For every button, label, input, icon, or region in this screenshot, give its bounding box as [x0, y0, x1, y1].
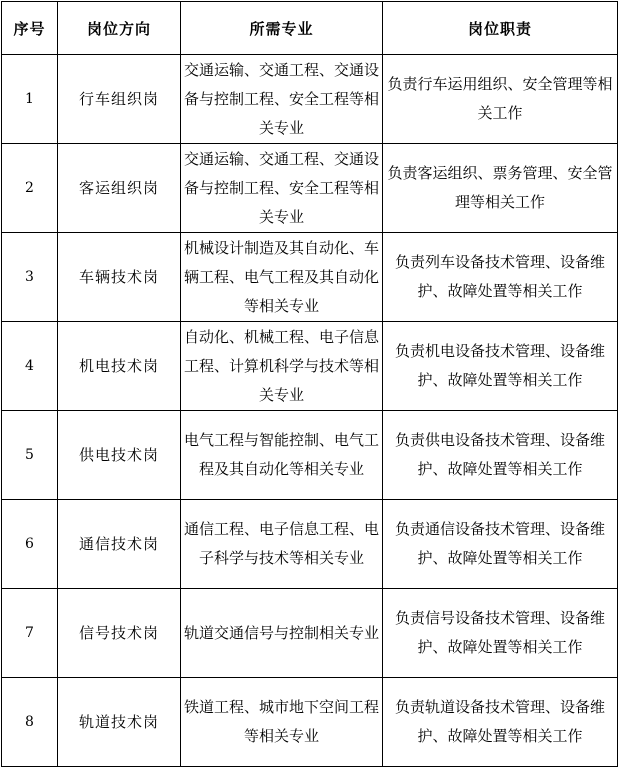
row-major: 交通运输、交通工程、交通设备与控制工程、安全工程等相关专业: [181, 144, 383, 233]
row-no: 3: [2, 233, 58, 322]
header-duty: 岗位职责: [383, 2, 618, 55]
row-no: 4: [2, 322, 58, 411]
row-duty: 负责通信设备技术管理、设备维护、故障处置等相关工作: [383, 500, 618, 589]
table-row: [2, 55, 618, 144]
row-no: 6: [2, 500, 58, 589]
row-duty: 负责供电设备技术管理、设备维护、故障处置等相关工作: [383, 411, 618, 500]
row-no: 8: [2, 678, 58, 767]
row-major: 交通运输、交通工程、交通设备与控制工程、安全工程等相关专业: [181, 55, 383, 144]
row-major: 轨道交通信号与控制相关专业: [181, 589, 383, 678]
table-row: [2, 144, 618, 233]
row-duty: 负责机电设备技术管理、设备维护、故障处置等相关工作: [383, 322, 618, 411]
row-major: 机械设计制造及其自动化、车辆工程、电气工程及其自动化等相关专业: [181, 233, 383, 322]
table-row: [2, 233, 618, 322]
row-position: 供电技术岗: [58, 411, 181, 500]
row-position: 车辆技术岗: [58, 233, 181, 322]
row-position: 信号技术岗: [58, 589, 181, 678]
row-duty: 负责列车设备技术管理、设备维护、故障处置等相关工作: [383, 233, 618, 322]
table-row: [2, 678, 618, 767]
header-no: 序号: [2, 2, 58, 55]
header-position: 岗位方向: [58, 2, 181, 55]
table-row: [2, 322, 618, 411]
row-duty: 负责信号设备技术管理、设备维护、故障处置等相关工作: [383, 589, 618, 678]
row-position: 客运组织岗: [58, 144, 181, 233]
row-position: 机电技术岗: [58, 322, 181, 411]
row-duty: 负责轨道设备技术管理、设备维护、故障处置等相关工作: [383, 678, 618, 767]
row-no: 7: [2, 589, 58, 678]
table-row: [2, 500, 618, 589]
header-major: 所需专业: [181, 2, 383, 55]
row-major: 通信工程、电子信息工程、电子科学与技术等相关专业: [181, 500, 383, 589]
row-position: 轨道技术岗: [58, 678, 181, 767]
job-positions-table: [1, 1, 618, 767]
row-position: 通信技术岗: [58, 500, 181, 589]
row-duty: 负责行车运用组织、安全管理等相关工作: [383, 55, 618, 144]
header-row: [2, 2, 618, 55]
row-position: 行车组织岗: [58, 55, 181, 144]
table-row: [2, 411, 618, 500]
row-major: 电气工程与智能控制、电气工程及其自动化等相关专业: [181, 411, 383, 500]
row-duty: 负责客运组织、票务管理、安全管理等相关工作: [383, 144, 618, 233]
row-major: 自动化、机械工程、电子信息工程、计算机科学与技术等相关专业: [181, 322, 383, 411]
row-no: 1: [2, 55, 58, 144]
row-major: 铁道工程、城市地下空间工程等相关专业: [181, 678, 383, 767]
row-no: 2: [2, 144, 58, 233]
row-no: 5: [2, 411, 58, 500]
table-row: [2, 589, 618, 678]
